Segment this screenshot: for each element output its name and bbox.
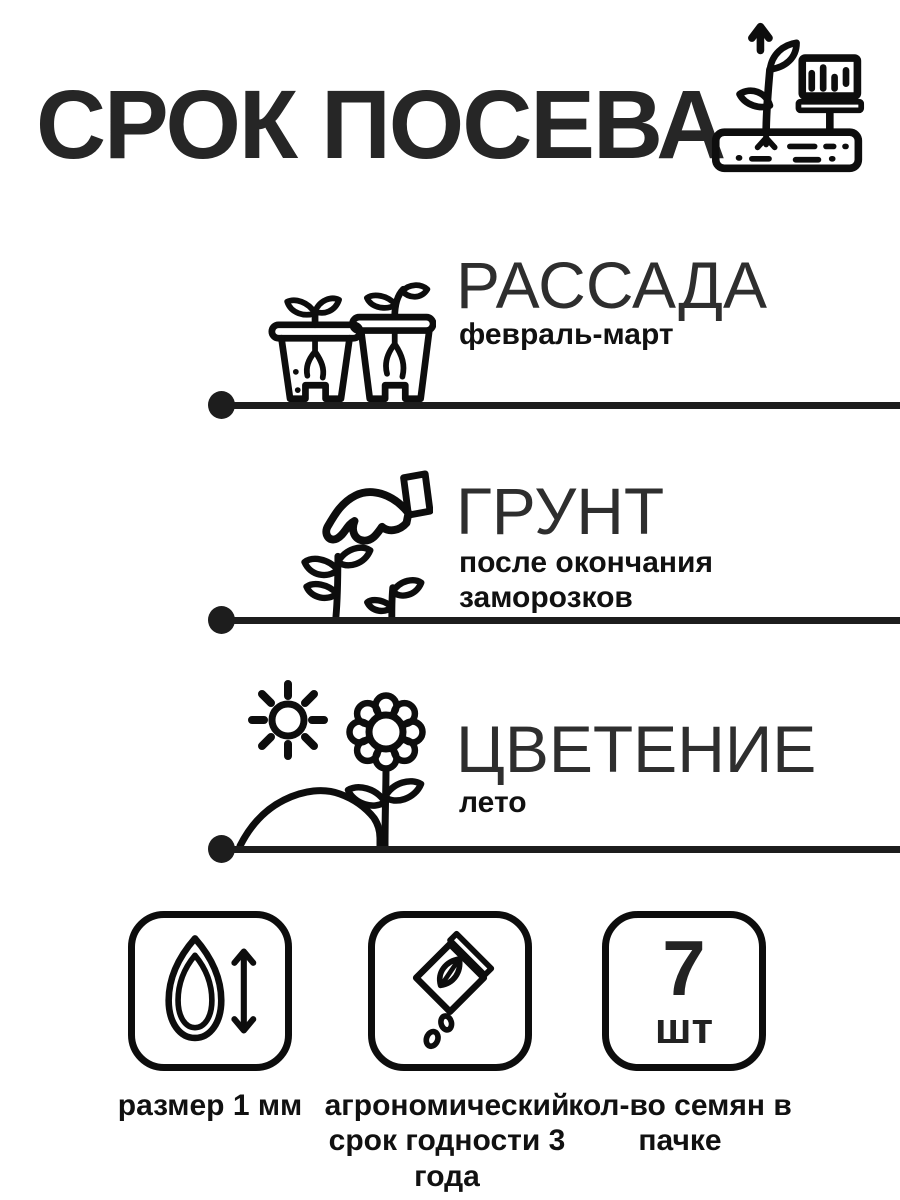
- section-subtitle-grunt: после окончания заморозков: [459, 546, 713, 614]
- seed-count-label: кол-во семян в пачке: [568, 1089, 792, 1158]
- section-heading-cvetenie: ЦВЕТЕНИЕ: [456, 712, 817, 786]
- hand-sowing-icon: [281, 468, 433, 620]
- seed-size-box: [128, 911, 292, 1071]
- section-heading-rassada: РАССАДА: [456, 248, 767, 322]
- seed-count-unit: шт: [654, 1004, 714, 1054]
- seed-size-label: размер 1 мм: [117, 1089, 303, 1122]
- section-subtitle-cvetenie: лето: [459, 786, 527, 819]
- seed-size-icon: [154, 929, 266, 1053]
- page-title: СРОК ПОСЕВА: [36, 70, 725, 179]
- seedling-pots-icon: [268, 282, 436, 406]
- sun-and-flower-icon: [236, 678, 454, 850]
- seed-count-badge: [602, 911, 766, 1071]
- section-subtitle-rassada: февраль-март: [459, 318, 674, 351]
- seed-count-value: 7: [662, 923, 706, 1012]
- timeline-line-1: [219, 402, 900, 409]
- seed-packet-icon: [394, 929, 506, 1053]
- shelf-life-box: [368, 911, 532, 1071]
- shelf-life-label: агрономический срок годности 3 года: [324, 1089, 570, 1193]
- plant-growth-monitor-icon: [706, 20, 870, 174]
- section-heading-grunt: ГРУНТ: [456, 474, 665, 548]
- timeline-line-2: [219, 617, 900, 624]
- timeline-line-3: [219, 846, 900, 853]
